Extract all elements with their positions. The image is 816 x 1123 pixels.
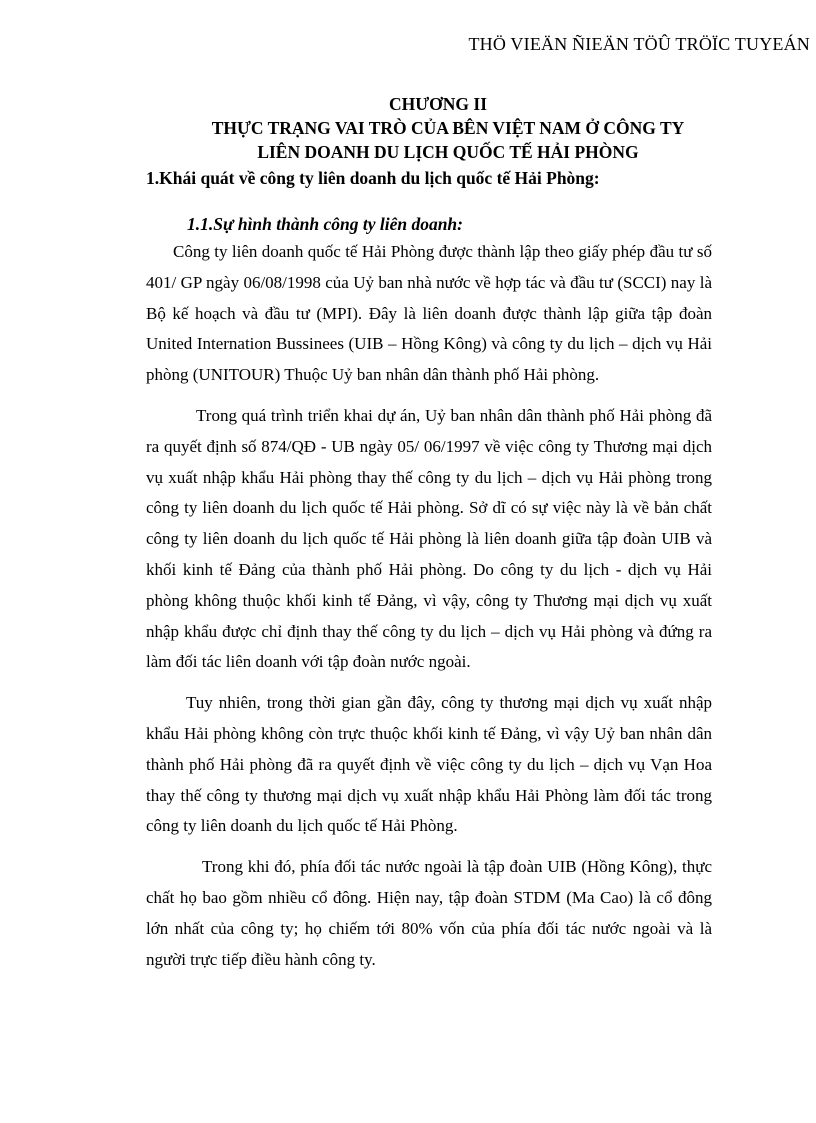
- chapter-number: CHƯƠNG II: [388, 94, 488, 114]
- chapter-title-line-1: THỰC TRẠNG VAI TRÒ CỦA BÊN VIỆT NAM Ở CÔNG TY: [211, 118, 685, 138]
- section-1-heading: 1.Khái quát về công ty liên doanh du lịch quốc tế Hải Phòng:: [146, 168, 600, 188]
- section-1-1-heading: 1.1.Sự hình thành công ty liên doanh:: [187, 214, 463, 234]
- paragraph: Tuy nhiên, trong thời gian gần đây, công ty thương mại dịch vụ xuất nhập khẩu Hải phòng không còn trực thuộc khối kinh tế Đảng, vì vậy Uỷ ban nhân dân thành phố Hải phòng đã ra quyết định về việc công ty du lịch – dịch vụ Vạn Hoa thay thế công ty thương mại dịch vụ xuất nhập khẩu Hải Phòng làm đối tác trong công ty liên doanh du lịch quốc tế Hải Phòng.: [146, 693, 712, 836]
- page-header: THÖ VIEÄN ÑIEÄN TÖÛ TRÖÏC TUYEÁN: [468, 34, 810, 54]
- paragraph: Trong khi đó, phía đối tác nước ngoài là tập đoàn UIB (Hồng Kông), thực chất họ bao gồm nhiều cổ đông. Hiện nay, tập đoàn STDM (Ma Cao) là cổ đông lớn nhất của công ty; họ chiếm tới 80% vốn của phía đối tác nước ngoài và là người trực tiếp điều hành công ty.: [146, 857, 712, 969]
- body-text: [146, 237, 712, 975]
- chapter-title-line-2: LIÊN DOANH DU LỊCH QUỐC TẾ HẢI PHÒNG: [257, 142, 639, 162]
- paragraph: Công ty liên doanh quốc tế Hải Phòng được thành lập theo giấy phép đầu tư số 401/ GP ngày 06/08/1998 của Uỷ ban nhà nước về hợp tác và đầu tư (SCCI) nay là Bộ kế hoạch và đầu tư (MPI). Đây là liên doanh được thành lập giữa tập đoàn United Internation Bussinees (UIB – Hồng Kông) và công ty du lịch – dịch vụ Hải phòng (UNITOUR) Thuộc Uỷ ban nhân dân thành phố Hải phòng.: [146, 242, 712, 385]
- paragraph: Trong quá trình triển khai dự án, Uỷ ban nhân dân thành phố Hải phòng đã ra quyết định số 874/QĐ - UB ngày 05/ 06/1997 về việc công ty Thương mại dịch vụ xuất nhập khẩu Hải phòng thay thế công ty du lịch – dịch vụ Hải phòng trong công ty liên doanh du lịch quốc tế Hải phòng. Sở dĩ có sự việc này là về bản chất công ty liên doanh du lịch quốc tế Hải phòng là liên doanh giữa tập đoàn UIB và khối kinh tế Đảng của thành phố Hải phòng. Do công ty du lịch - dịch vụ Hải phòng không thuộc khối kinh tế Đảng, vì vậy, công ty Thương mại dịch vụ xuất nhập khẩu được chỉ định thay thế công ty du lịch – dịch vụ Hải phòng và đứng ra làm đối tác liên doanh với tập đoàn nước ngoài.: [146, 405, 712, 672]
- chapter-heading: [0, 92, 816, 164]
